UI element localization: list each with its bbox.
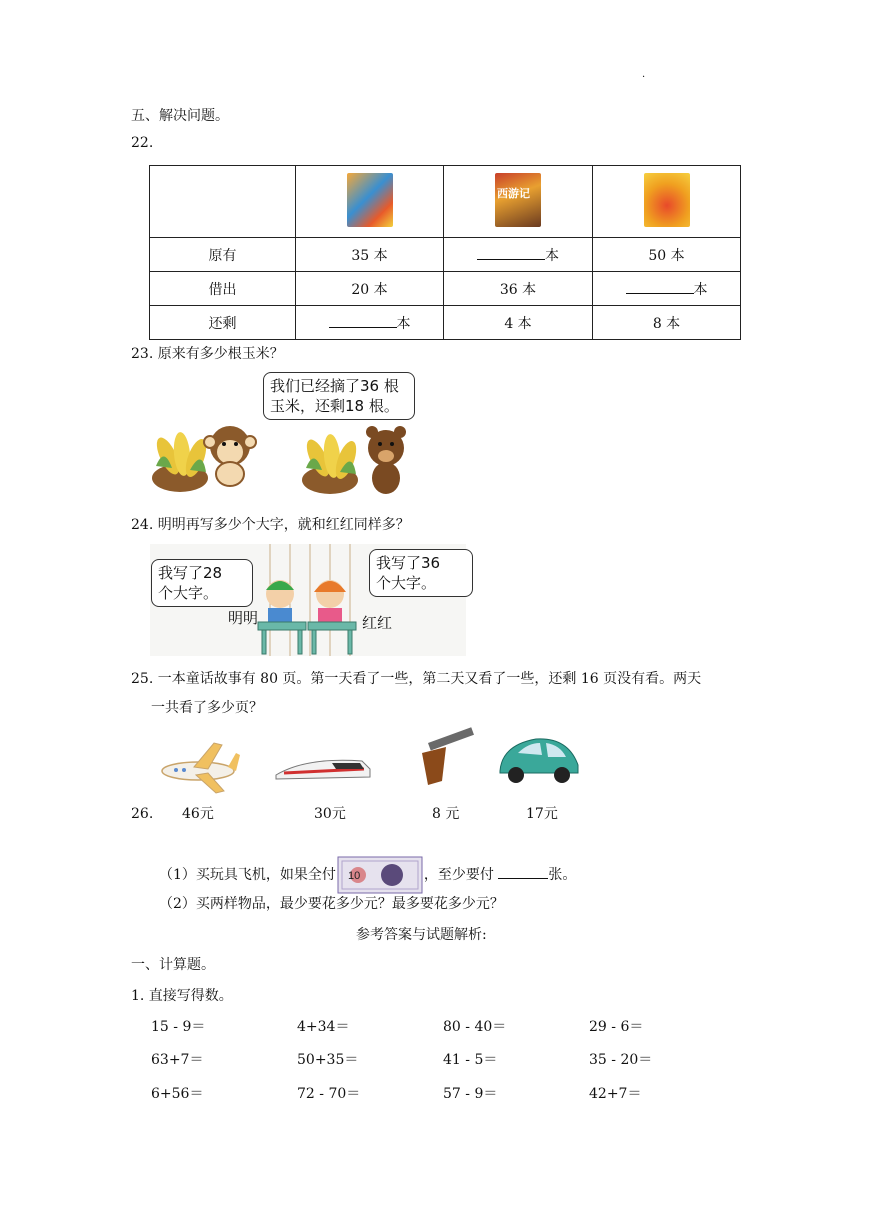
price-train: 30元 — [314, 806, 346, 822]
mingming-speech-bubble — [151, 559, 253, 607]
question-22-number: 22. — [131, 135, 154, 151]
ten-yuan-banknote-icon — [336, 855, 424, 895]
bubble-line: 我们已经摘了36 根 — [270, 377, 399, 395]
price-car: 17元 — [526, 806, 558, 822]
question-26-sub1 — [159, 864, 576, 884]
cell-value: 36 本 — [444, 272, 593, 306]
calc-item: 72 - 70＝ — [297, 1086, 361, 1102]
bear-icon — [366, 426, 406, 494]
sub1-text-after: ，至少要付 — [423, 867, 494, 883]
bubble-line: 个大字。 — [376, 574, 437, 592]
sub1-unit: 张。 — [548, 867, 577, 883]
section-five-title: 五、解决问题。 — [131, 108, 229, 124]
table-corner-cell — [150, 166, 296, 238]
bubble-line: 我写了36 — [376, 554, 441, 572]
question-26-number: 26. — [131, 806, 154, 822]
honghong-speech-bubble — [369, 549, 473, 597]
price-airplane: 46元 — [182, 806, 214, 822]
question-26-sub2: （2）买两样物品，最少要花多少元？最多要花多少元？ — [159, 896, 504, 912]
calc-item: 41 - 5＝ — [443, 1052, 498, 1068]
book-cover-2-title: 西游记 — [497, 186, 530, 200]
bubble-line: 玉米，还剩18 根。 — [270, 397, 399, 415]
calc-item: 80 - 40＝ — [443, 1019, 507, 1035]
girl-student-icon — [314, 580, 346, 622]
row-label: 原有 — [150, 238, 296, 272]
answer-blank[interactable] — [477, 245, 545, 260]
monkey-icon — [204, 426, 256, 486]
corn-sack-right-icon — [302, 433, 360, 494]
sub1-text-before: （1）买玩具飞机，如果全付 — [159, 867, 336, 883]
book-cover-3-icon — [644, 173, 690, 227]
row-label: 借出 — [150, 272, 296, 306]
answer-blank-cell — [444, 238, 593, 272]
banknote-value: 10 — [347, 870, 361, 882]
unit-label: 本 — [545, 247, 559, 264]
question-1-title: 1. 直接写得数。 — [131, 988, 233, 1004]
book-cover-2-icon — [495, 173, 541, 227]
answer-blank[interactable] — [498, 864, 548, 879]
calc-item: 50+35＝ — [297, 1052, 359, 1068]
calc-item: 42+7＝ — [589, 1086, 642, 1102]
section-one-title: 一、计算题。 — [131, 957, 215, 973]
question-25-line2: 一共看了多少页？ — [151, 700, 263, 716]
cell-value: 4 本 — [444, 306, 593, 340]
corn-sack-left-icon — [152, 431, 210, 492]
boy-student-icon — [266, 580, 294, 622]
book-cover-1-icon — [347, 173, 393, 227]
calc-item: 57 - 9＝ — [443, 1086, 498, 1102]
bubble-line: 我写了28 — [158, 564, 223, 582]
answer-blank[interactable] — [329, 313, 397, 328]
cell-value: 35 本 — [296, 238, 444, 272]
toy-gun-icon — [422, 727, 474, 785]
bubble-line: 个大字。 — [158, 584, 219, 602]
page-mark: · — [642, 72, 646, 83]
unit-label: 本 — [693, 281, 708, 298]
toy-car-icon — [500, 739, 578, 783]
cell-value: 50 本 — [593, 238, 741, 272]
price-gun: 8 元 — [432, 806, 460, 822]
unit-label: 本 — [396, 315, 411, 332]
question-25-line1: 25. 一本童话故事有 80 页。第一天看了一些，第二天又看了一些，还剩 16 页没有看。两天 — [131, 671, 702, 687]
calc-item: 6+56＝ — [151, 1086, 204, 1102]
row-label: 还剩 — [150, 306, 296, 340]
cell-value: 20 本 — [296, 272, 444, 306]
mingming-name: 明明 — [228, 609, 259, 627]
question-23-text: 23. 原来有多少根玉米？ — [131, 346, 284, 362]
calc-item: 29 - 6＝ — [589, 1019, 644, 1035]
answers-title: 参考答案与试题解析: — [356, 927, 487, 943]
toy-train-icon — [276, 760, 370, 779]
toys-illustration — [156, 725, 588, 799]
cell-value: 8 本 — [593, 306, 741, 340]
calc-item: 63+7＝ — [151, 1052, 204, 1068]
calc-item: 15 - 9＝ — [151, 1019, 206, 1035]
calc-item: 4+34＝ — [297, 1019, 350, 1035]
answer-blank-cell — [593, 272, 741, 306]
answer-blank[interactable] — [626, 279, 694, 294]
book-cover-cell — [444, 166, 593, 238]
question-24-text: 24. 明明再写多少个大字，就和红红同样多？ — [131, 517, 410, 533]
honghong-name: 红红 — [362, 614, 393, 632]
book-cover-cell — [296, 166, 444, 238]
book-cover-cell — [593, 166, 741, 238]
books-table — [149, 165, 741, 340]
corn-speech-bubble — [263, 372, 415, 420]
toy-airplane-icon — [162, 743, 240, 793]
calc-item: 35 - 20＝ — [589, 1052, 653, 1068]
answer-blank-cell — [296, 306, 444, 340]
